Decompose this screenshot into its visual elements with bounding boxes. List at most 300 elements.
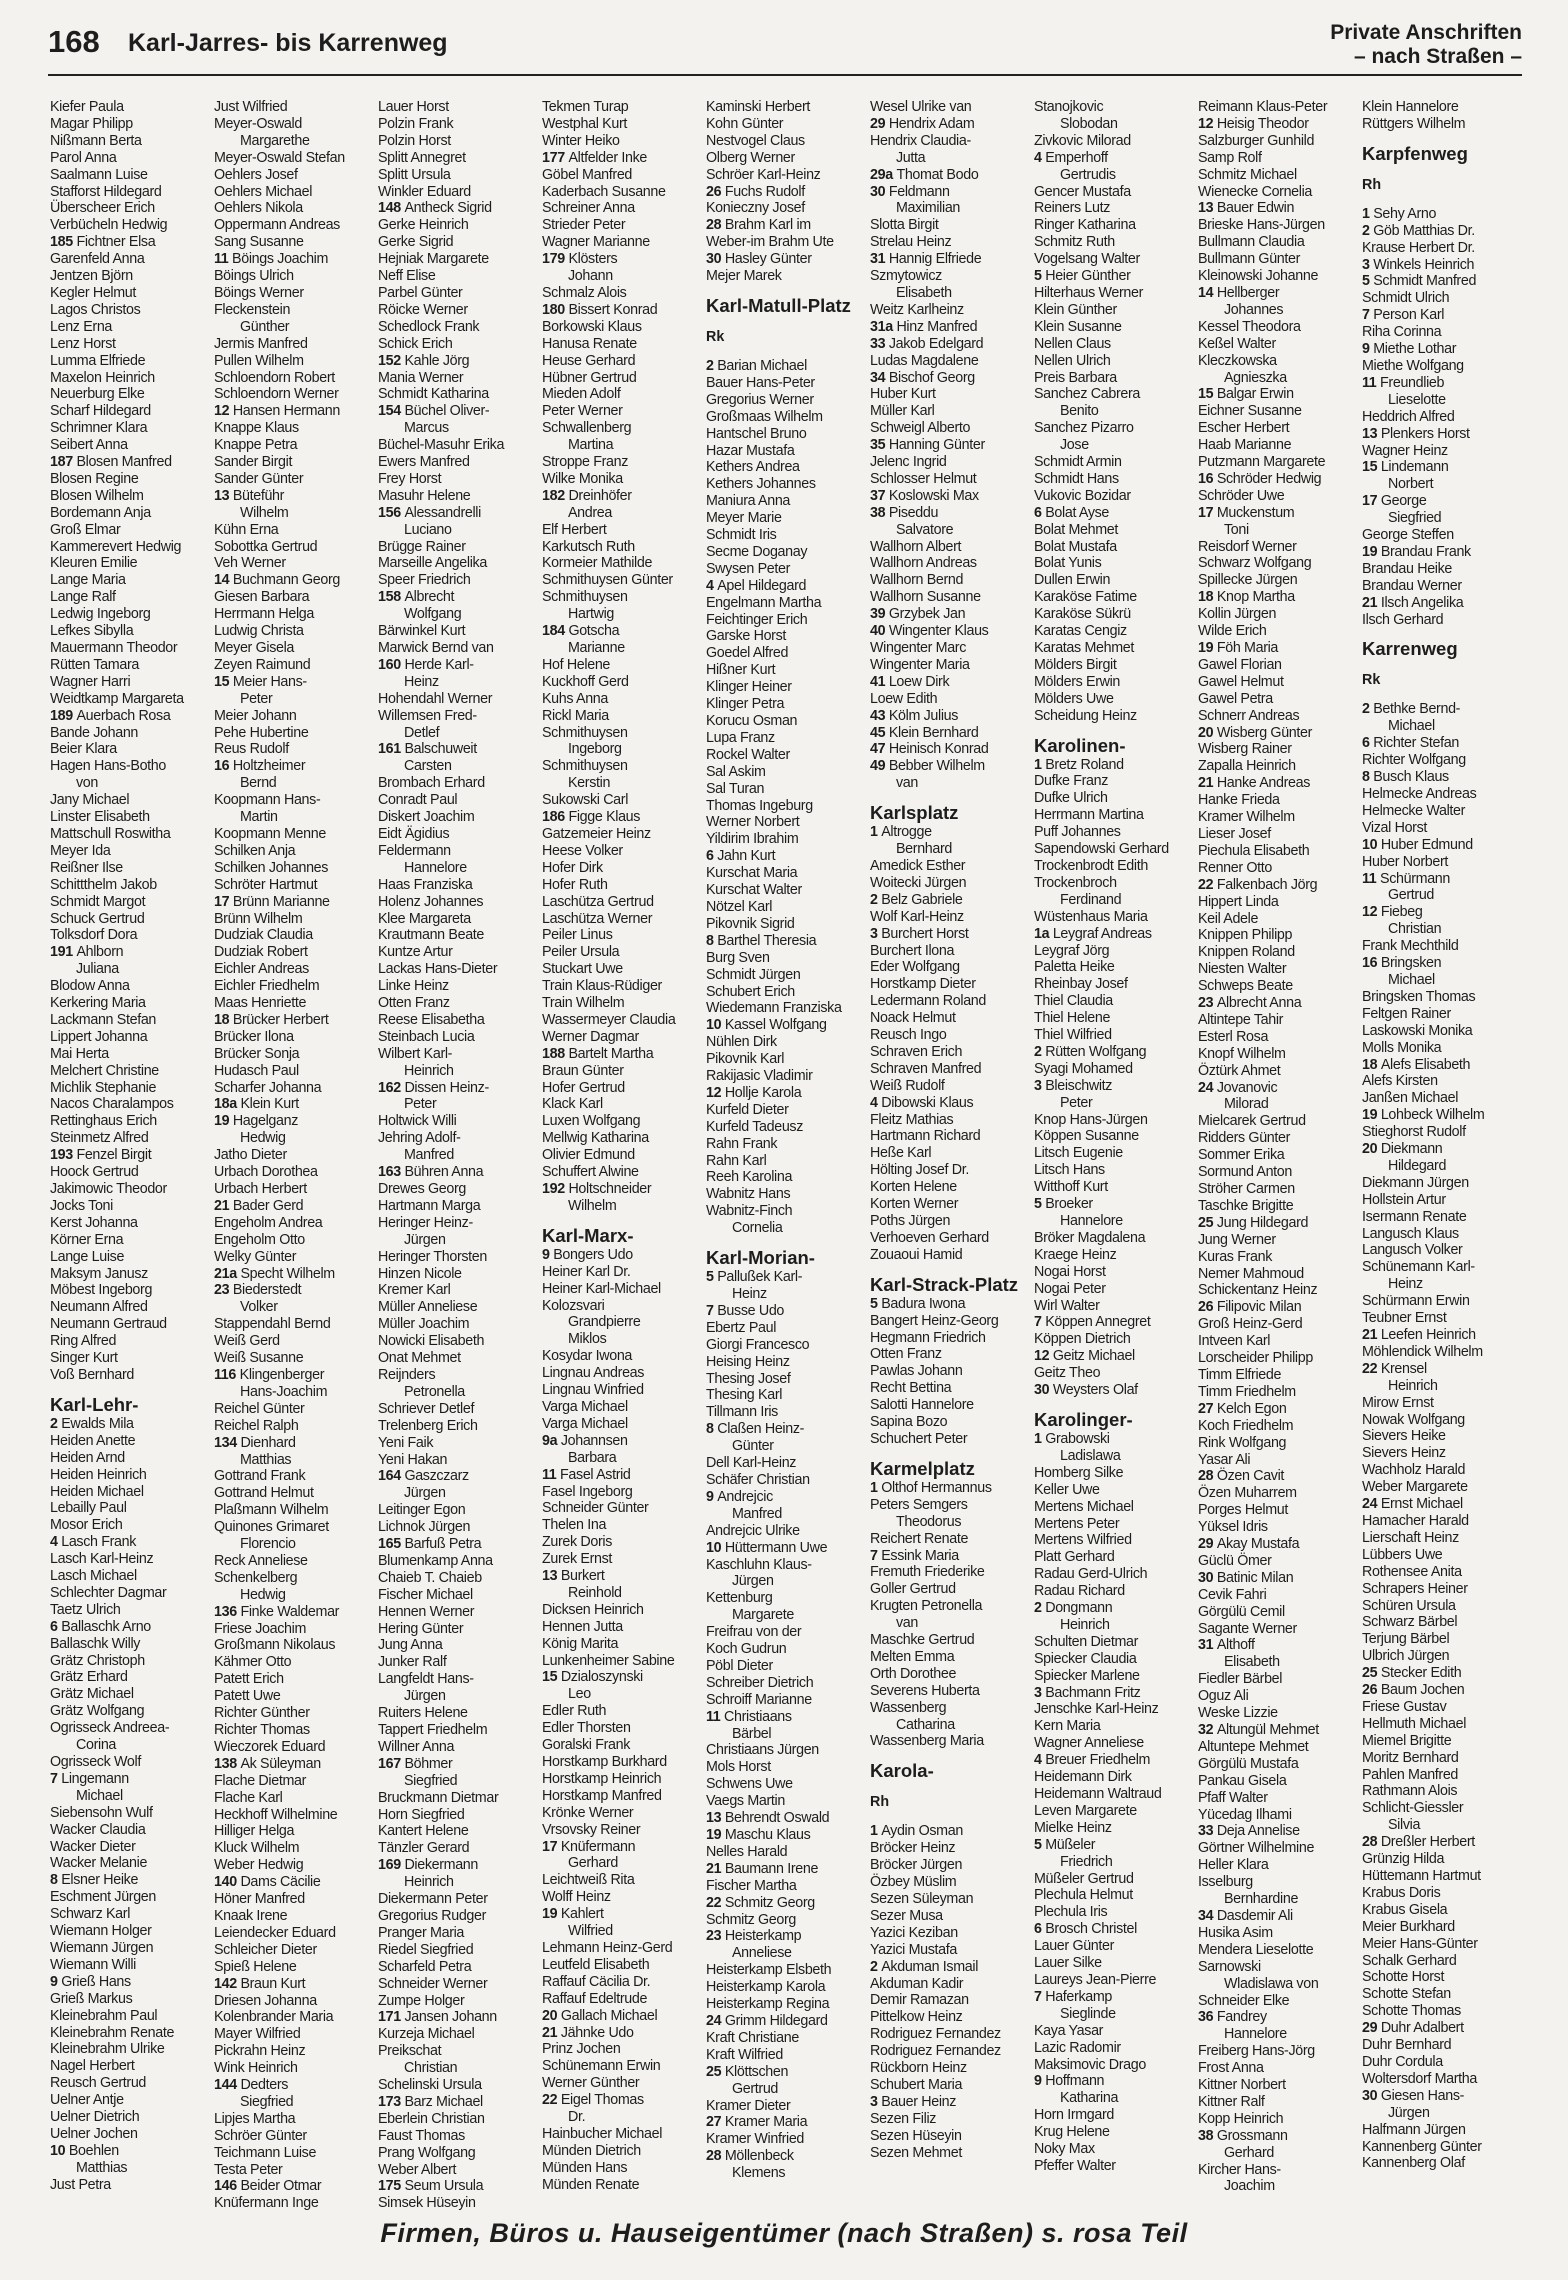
resident-name: Terjung Bärbel [1362, 1631, 1450, 1648]
resident-name: Reinhold [568, 1584, 622, 1601]
house-number: 23 [706, 1928, 725, 1945]
resident-name: Oehlers Michael [214, 183, 313, 200]
resident-name: Elisabeth [896, 284, 952, 301]
resident-name: Trockenbroch [1034, 874, 1117, 891]
house-number: 9 [542, 1246, 554, 1263]
directory-entry [870, 1942, 1030, 1959]
resident-name: Melten Emma [870, 1648, 955, 1665]
resident-name: Blumenkamp Anna [378, 1552, 493, 1569]
directory-entry [378, 1756, 538, 1773]
resident-name: Alefs Elisabeth [1380, 1056, 1471, 1073]
resident-name: Kleuren Emilie [50, 555, 138, 572]
resident-name: Karatas Cengiz [1034, 623, 1127, 640]
directory-entry [706, 1068, 866, 1085]
directory-entry [1034, 336, 1194, 353]
directory-entry [1362, 2054, 1522, 2071]
directory-entry [214, 978, 374, 995]
directory-entry [214, 2026, 374, 2043]
directory-entry [378, 167, 538, 184]
directory-entry [706, 967, 866, 984]
resident-name: Uelner Antje [50, 2092, 124, 2109]
directory-entry [50, 1316, 210, 1333]
resident-name: Nötzel Karl [706, 898, 773, 915]
directory-entry [706, 1827, 866, 1844]
directory-entry [1198, 1756, 1358, 1773]
directory-entry [50, 657, 210, 674]
page-number: 168 [48, 24, 100, 59]
house-number: 22 [1198, 876, 1217, 893]
directory-entry [1034, 2023, 1194, 2040]
resident-name: Batinic Milan [1216, 1569, 1294, 1586]
resident-name: Carsten [404, 758, 452, 775]
directory-entry [542, 2025, 702, 2042]
directory-entry [706, 1641, 866, 1658]
directory-entry [1198, 1637, 1358, 1654]
resident-name: Michael [1388, 971, 1435, 988]
resident-name: Linster Elisabeth [50, 809, 150, 826]
resident-name: Büchel-Masuhr Erika [378, 437, 505, 454]
resident-name: Schlosser Helmut [870, 470, 977, 487]
resident-name: Heiden Michael [50, 1483, 144, 1500]
resident-name: Fiebeg [1380, 904, 1423, 921]
resident-name: Escher Herbert [1198, 420, 1290, 437]
directory-entry [542, 2160, 702, 2177]
directory-entry [1034, 133, 1194, 150]
resident-name: Wachholz Harald [1362, 1462, 1466, 1479]
directory-entry [50, 1282, 210, 1299]
resident-name: Maas Henriette [214, 995, 307, 1012]
house-number: 24 [1198, 1079, 1217, 1096]
resident-name: Schroiff Marianne [706, 1691, 812, 1708]
resident-name: Meyer Gisela [214, 640, 295, 656]
directory-entry [50, 1500, 210, 1517]
house-number: 186 [542, 809, 569, 826]
directory-entry [214, 285, 374, 302]
house-number: 1 [1034, 1430, 1046, 1447]
resident-name: Esterl Rosa [1198, 1028, 1269, 1045]
house-number: 7 [706, 1302, 718, 1319]
resident-name: Schröer Karl-Heinz [706, 166, 821, 183]
directory-entry [50, 1653, 210, 1670]
resident-name: Huber Kurt [870, 386, 936, 403]
resident-name: Nowak Wolfgang [1362, 1411, 1465, 1428]
directory-entry [870, 959, 1030, 976]
house-number: 189 [50, 707, 77, 724]
directory-entry [1198, 1739, 1358, 1756]
directory-entry [214, 995, 374, 1012]
resident-name: Pahlen Manfred [1362, 1766, 1459, 1783]
resident-name: Herrmann Martina [1034, 807, 1144, 824]
directory-entry [706, 730, 866, 747]
resident-name: Heiden Arnd [50, 1449, 125, 1466]
directory-entry [1034, 1718, 1194, 1735]
directory-entry [870, 370, 1030, 387]
directory-entry [1034, 623, 1194, 640]
directory-entry [50, 437, 210, 454]
entry-continuation [214, 1299, 374, 1316]
resident-name: Silvia [1388, 1817, 1421, 1834]
directory-entry [1362, 459, 1522, 476]
directory-entry [1034, 150, 1194, 167]
resident-name: Grätz Wolfgang [50, 1703, 145, 1720]
house-number: 12 [1198, 115, 1217, 132]
directory-entry [1198, 725, 1358, 742]
resident-name: Koopmann Hans- [214, 792, 321, 809]
resident-name: Tolksdorf Dora [50, 927, 138, 944]
directory-entry [1362, 1919, 1522, 1936]
resident-name: Strieder Peter [542, 217, 626, 234]
directory-entry [1034, 926, 1194, 943]
resident-name: Loew Edith [870, 690, 938, 707]
directory-entry [1198, 2128, 1358, 2145]
house-number: 17 [214, 893, 233, 910]
house-number: 13 [214, 487, 233, 504]
directory-entry [542, 454, 702, 471]
directory-entry [50, 1974, 210, 1991]
resident-name: Hagelganz [232, 1113, 299, 1130]
resident-name: Jansen Johann [404, 2009, 497, 2026]
resident-name: Schünemann Erwin [542, 2058, 661, 2075]
resident-name: Diekermann [404, 1857, 479, 1874]
resident-name: Kantert Helene [378, 1823, 469, 1840]
resident-name: Knappe Petra [214, 437, 298, 454]
resident-name: Bullmann Claudia [1198, 234, 1305, 251]
resident-name: Kleinowski Johanne [1198, 268, 1319, 285]
directory-entry [1362, 1699, 1522, 1716]
directory-entry [870, 1313, 1030, 1330]
resident-name: Molls Monika [1362, 1039, 1442, 1056]
resident-name: Karaköse Fatime [1034, 589, 1137, 606]
directory-entry [50, 2092, 210, 2109]
entry-continuation [1198, 522, 1358, 539]
directory-entry [542, 386, 702, 403]
directory-entry [1198, 911, 1358, 928]
house-number: 24 [706, 2012, 725, 2029]
directory-entry [214, 640, 374, 657]
house-number: 142 [214, 1975, 241, 1992]
directory-entry [1198, 1401, 1358, 1418]
resident-name: Moritz Bernhard [1362, 1749, 1459, 1766]
directory-entry [870, 1683, 1030, 1700]
entry-continuation [1362, 1276, 1522, 1293]
directory-entry [542, 1012, 702, 1029]
directory-entry [870, 1666, 1030, 1683]
resident-name: Blosen Regine [50, 470, 139, 487]
resident-name: Lübbers Uwe [1362, 1546, 1443, 1563]
directory-entry [870, 251, 1030, 268]
directory-entry [50, 2126, 210, 2143]
directory-entry [214, 1282, 374, 1299]
resident-name: Kuckhoff Gerd [542, 673, 629, 690]
resident-name: Winkler Eduard [378, 183, 471, 200]
resident-name: Wagner Marianne [542, 234, 650, 251]
resident-name: Wabnitz-Finch [706, 1203, 793, 1220]
resident-name: Bringsken Thomas [1362, 988, 1476, 1005]
resident-name: Mertens Michael [1034, 1498, 1134, 1515]
directory-entry [1362, 803, 1522, 820]
directory-entry [378, 336, 538, 353]
directory-entry [50, 1299, 210, 1316]
directory-entry [870, 824, 1030, 841]
resident-name: Schrapers Heiner [1362, 1580, 1468, 1597]
directory-entry [706, 1387, 866, 1404]
directory-entry [706, 933, 866, 950]
directory-entry [378, 1959, 538, 1976]
resident-name: Stieghorst Rudolf [1362, 1124, 1466, 1141]
resident-name: Kurzeja Michael [378, 2026, 475, 2043]
resident-name: Hofer Gertrud [542, 1079, 625, 1096]
directory-entry [1362, 1513, 1522, 1530]
resident-name: Lieser Josef [1198, 825, 1271, 842]
house-number: 47 [870, 741, 889, 758]
directory-entry [50, 1720, 210, 1737]
resident-name: Litsch Hans [1034, 1162, 1105, 1179]
directory-entry [1198, 2111, 1358, 2128]
resident-name: Hölting Josef Dr. [870, 1162, 969, 1179]
resident-name: Eichner Susanne [1198, 403, 1302, 420]
resident-name: Grabowski [1045, 1430, 1110, 1447]
directory-entry [542, 1063, 702, 1080]
directory-entry [50, 1350, 210, 1367]
directory-entry [50, 1839, 210, 1856]
directory-entry [1198, 403, 1358, 420]
resident-name: Lingemann [61, 1770, 129, 1787]
resident-name: Meyer Ida [50, 842, 111, 859]
directory-entry [378, 1891, 538, 1908]
resident-name: Pikovnik Karl [706, 1051, 785, 1068]
directory-entry [50, 1232, 210, 1249]
directory-entry [870, 1061, 1030, 1078]
resident-name: Miethe Lothar [1373, 341, 1457, 358]
directory-entry [870, 1196, 1030, 1213]
resident-name: Prang Wolfgang [378, 2144, 476, 2161]
resident-name: Boehlen [68, 2142, 119, 2159]
resident-name: Breuer Friedhelm [1045, 1752, 1151, 1769]
directory-entry [1198, 1249, 1358, 1266]
resident-name: Heisterkamp Regina [706, 1996, 830, 2013]
directory-entry [706, 1421, 866, 1438]
resident-name: Bordemann Anja [50, 504, 151, 521]
resident-name: Wagner Harri [50, 673, 131, 690]
resident-name: Wink Heinrich [214, 2060, 298, 2077]
resident-name: Kühn Erna [214, 521, 279, 538]
resident-name: Flache Dietmar [214, 1772, 307, 1789]
resident-name: Tappert Friedhelm [378, 1722, 488, 1738]
directory-entry [1198, 1316, 1358, 1333]
house-number: 171 [378, 2009, 405, 2026]
directory-entry [542, 336, 702, 353]
directory-entry [214, 1705, 374, 1722]
entry-continuation [1362, 1158, 1522, 1175]
directory-entry [870, 691, 1030, 708]
directory-entry [1034, 993, 1194, 1010]
resident-name: Meier Burkhard [1362, 1918, 1455, 1935]
directory-entry [50, 454, 210, 471]
entry-continuation [1362, 1378, 1522, 1395]
directory-entry [378, 944, 538, 961]
house-number: 2 [706, 357, 718, 374]
resident-name: Heiden Heinrich [50, 1466, 147, 1483]
directory-entry [1198, 386, 1358, 403]
resident-name: Ferdinand [1060, 891, 1122, 908]
house-number: 28 [1198, 1468, 1217, 1485]
directory-entry [706, 713, 866, 730]
directory-entry [214, 1807, 374, 1824]
directory-entry [870, 488, 1030, 505]
resident-name: Swysen Peter [706, 560, 791, 577]
resident-name: Stanojkovic [1034, 99, 1104, 115]
directory-entry [214, 2043, 374, 2060]
directory-entry [542, 217, 702, 234]
resident-name: Kircher Hans- [1198, 2161, 1281, 2178]
house-number: 144 [214, 2077, 241, 2094]
resident-name: Jocks Toni [50, 1197, 113, 1214]
resident-name: Rothensee Anita [1362, 1563, 1462, 1580]
directory-entry [870, 1649, 1030, 1666]
resident-name: Günther [240, 318, 290, 335]
directory-entry [870, 1296, 1030, 1313]
directory-entry [1034, 2141, 1194, 2158]
entry-continuation [706, 1438, 866, 1455]
directory-entry [1362, 1902, 1522, 1919]
house-number: 19 [1362, 1107, 1381, 1124]
resident-name: Müßeler Gertrud [1034, 1870, 1134, 1887]
directory-entry [50, 2109, 210, 2126]
directory-entry [1034, 1820, 1194, 1837]
resident-name: Schubert Erich [706, 983, 795, 1000]
resident-name: Olthof Hermannus [881, 1479, 992, 1496]
house-number: 19 [706, 1827, 725, 1843]
resident-name: Kelch Egon [1216, 1400, 1287, 1417]
entry-continuation [214, 1452, 374, 1469]
resident-name: Sezen Süleyman [870, 1891, 974, 1907]
directory-entry [1362, 1783, 1522, 1800]
resident-name: Krugten Petronella [870, 1598, 983, 1615]
directory-entry [378, 403, 538, 420]
directory-entry [214, 1891, 374, 1908]
resident-name: Günter [732, 1438, 774, 1455]
resident-name: Freundlieb [1380, 374, 1445, 391]
resident-name: Karatas Mehmet [1034, 640, 1134, 656]
resident-name: Koch Friedhelm [1198, 1417, 1294, 1434]
entry-continuation [378, 2060, 538, 2077]
resident-name: Lasch Michael [50, 1568, 137, 1585]
directory-entry [214, 894, 374, 911]
resident-name: Wagner Heinz [1362, 442, 1448, 459]
resident-name: Göbel Manfred [542, 166, 633, 183]
directory-entry [706, 1793, 866, 1810]
house-number: 2 [50, 1415, 62, 1432]
directory-entry [542, 792, 702, 809]
resident-name: Sagante Werner [1198, 1620, 1297, 1637]
resident-name: Feldmann [888, 183, 950, 200]
resident-name: Busch Klaus [1373, 769, 1449, 786]
directory-entry [1034, 1921, 1194, 1938]
directory-entry [1362, 1023, 1522, 1040]
resident-name: Krug Helene [1034, 2124, 1110, 2141]
district-code: Rk [706, 328, 725, 345]
directory-entry [50, 1416, 210, 1433]
directory-entry [1198, 657, 1358, 674]
resident-name: Bleischwitz [1045, 1077, 1113, 1094]
resident-name: Conradt Paul [378, 792, 458, 809]
resident-name: Bangert Heinz-Georg [870, 1312, 999, 1329]
directory-entry [1198, 1840, 1358, 1857]
directory-entry [870, 858, 1030, 875]
resident-name: Sang Susanne [214, 234, 304, 251]
house-number: 2 [1362, 701, 1374, 718]
directory-entry [378, 1993, 538, 2010]
resident-name: Kohn Günter [706, 115, 784, 132]
resident-name: Jermis Manfred [214, 335, 308, 352]
directory-entry [1034, 1078, 1194, 1095]
resident-name: Reusch Ingo [870, 1027, 947, 1044]
resident-name: Balgar Erwin [1216, 386, 1294, 403]
entry-continuation [1034, 1448, 1194, 1465]
resident-name: Heiner Karl-Michael [542, 1280, 661, 1297]
directory-entry [378, 792, 538, 809]
resident-name: Görtner Wilhelmine [1198, 1840, 1315, 1857]
house-number: 43 [870, 707, 889, 724]
resident-name: Seum Ursula [404, 2178, 484, 2195]
resident-name: Poths Jürgen [870, 1213, 951, 1229]
directory-entry [542, 1399, 702, 1416]
directory-entry [706, 1540, 866, 1557]
directory-entry [542, 725, 702, 742]
resident-name: Volker [240, 1299, 278, 1316]
directory-entry [50, 1181, 210, 1198]
directory-entry [1034, 234, 1194, 251]
directory-entry [214, 1485, 374, 1502]
directory-entry [870, 99, 1030, 116]
resident-name: Eidt Ägidius [378, 825, 450, 842]
resident-name: Raffauf Edeltrude [542, 1990, 648, 2007]
resident-name: Zurek Ernst [542, 1551, 613, 1568]
entry-continuation [1198, 1654, 1358, 1671]
directory-entry [50, 2177, 210, 2194]
directory-entry [1362, 273, 1522, 290]
resident-name: Schneider Günter [542, 1500, 649, 1517]
directory-entry [1198, 2077, 1358, 2094]
house-number: 5 [1034, 268, 1046, 285]
section-title-line1: Private Anschriften [1330, 21, 1522, 44]
directory-entry [1198, 775, 1358, 792]
directory-entry [1034, 99, 1194, 116]
resident-name: Dreinhöfer [568, 487, 632, 504]
directory-entry [214, 2145, 374, 2162]
resident-name: Engelmann Martha [706, 594, 822, 611]
resident-name: Holenz Johannes [378, 893, 484, 910]
resident-name: Krönke Werner [542, 1804, 634, 1821]
resident-name: Pehe Hubertine [214, 724, 309, 741]
house-number: 14 [214, 572, 233, 589]
resident-name: Kleinebrahm Renate [50, 2024, 175, 2041]
directory-entry [706, 662, 866, 679]
resident-name: Parol Anna [50, 149, 117, 166]
resident-name: Korucu Osman [706, 713, 798, 729]
resident-name: Ludas Magdalene [870, 352, 979, 369]
directory-entry [1362, 1834, 1522, 1851]
house-number: 20 [1198, 724, 1217, 741]
directory-entry [706, 426, 866, 443]
directory-entry [870, 133, 1030, 150]
resident-name: Wingenter Klaus [888, 623, 989, 640]
house-number: 4 [1034, 1752, 1046, 1769]
resident-name: Margarete [732, 1607, 795, 1624]
resident-name: Lange Maria [50, 572, 126, 589]
entry-continuation [1034, 892, 1194, 909]
resident-name: Böings Werner [214, 284, 304, 301]
